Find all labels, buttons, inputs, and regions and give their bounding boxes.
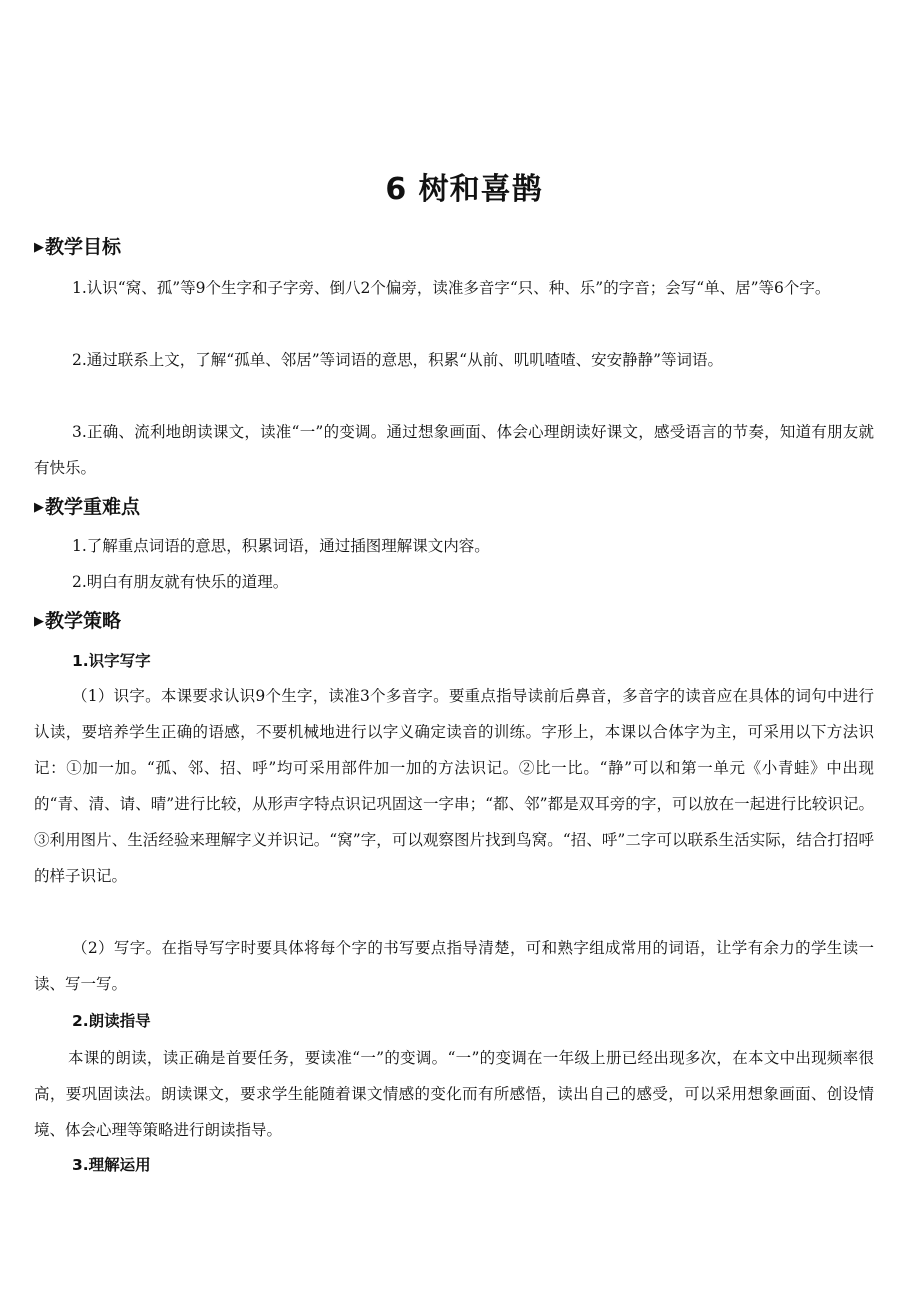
literacy-paragraph-2: （2）写字。在指导写字时要具体将每个字的书写要点指导清楚，可和熟字组成常用的词语，让学有余力的学生读一读、写一写。	[34, 939, 874, 993]
reading-paragraph-1: 本课的朗读，读正确是首要任务，要读准“一”的变调。“一”的变调在一年级上册已经出现多次，在本文中出现频率很高，要巩固读法。朗读课文，要求学生能随着课文情感的变化而有所感悟，读出自己的感受，可以采用想象画面、创设情境、体会心理等策略进行朗读指导。	[34, 1049, 874, 1139]
section-heading-strategies	[34, 608, 121, 635]
goal-item-1: 1.认识“窝、孤”等9个生字和子字旁、倒八2个偏旁，读准多音字“只、种、乐”的字音；会写“单、居”等6个字。	[72, 279, 831, 297]
subsection-title-literacy: 1.识字写字	[72, 652, 151, 670]
subsection-title-reading: 2.朗读指导	[72, 1012, 151, 1030]
subsection-title-understanding: 3.理解运用	[72, 1156, 151, 1174]
section-heading-goals	[34, 234, 121, 261]
triangle-bullet-icon: ▶	[34, 614, 44, 629]
goal-item-3: 3.正确、流利地朗读课文，读准“一”的变调。通过想象画面、体会心理朗读好课文，感受语言的节奏，知道有朋友就有快乐。	[34, 423, 874, 477]
section-heading-label: 教学重难点	[45, 496, 141, 518]
section-heading-label: 教学目标	[45, 236, 122, 258]
key-point-item-1: 1.了解重点词语的意思，积累词语，通过插图理解课文内容。	[72, 537, 490, 555]
key-point-item-2: 2.明白有朋友就有快乐的道理。	[72, 573, 289, 591]
triangle-bullet-icon: ▶	[34, 240, 44, 255]
section-heading-label: 教学策略	[45, 610, 122, 632]
page-title: 6 树和喜鹊	[385, 172, 543, 207]
literacy-paragraph-1: （1）识字。本课要求认识9个生字，读准3个多音字。要重点指导读前后鼻音，多音字的读音应在具体的词句中进行认读，要培养学生正确的语感，不要机械地进行以字义确定读音的训练。字形上，本课以合体字为主，可采用以下方法识记：①加一加。“孤、邻、招、呼”均可采用部件加一加的方法识记。②比一比。“静”可以和第一单元《小青蛙》中出现的“青、清、请、晴”进行比较，从形声字特点识记巩固这一字串；“都、邻”都是双耳旁的字，可以放在一起进行比较识记。③利用图片、生活经验来理解字义并识记。“窝”字，可以观察图片找到鸟窝。“招、呼”二字可以联系生活实际，结合打招呼的样子识记。	[34, 687, 874, 885]
section-heading-key-points	[34, 494, 140, 521]
triangle-bullet-icon: ▶	[34, 500, 44, 515]
goal-item-2: 2.通过联系上文，了解“孤单、邻居”等词语的意思，积累“从前、叽叽喳喳、安安静静”等词语。	[72, 351, 723, 369]
